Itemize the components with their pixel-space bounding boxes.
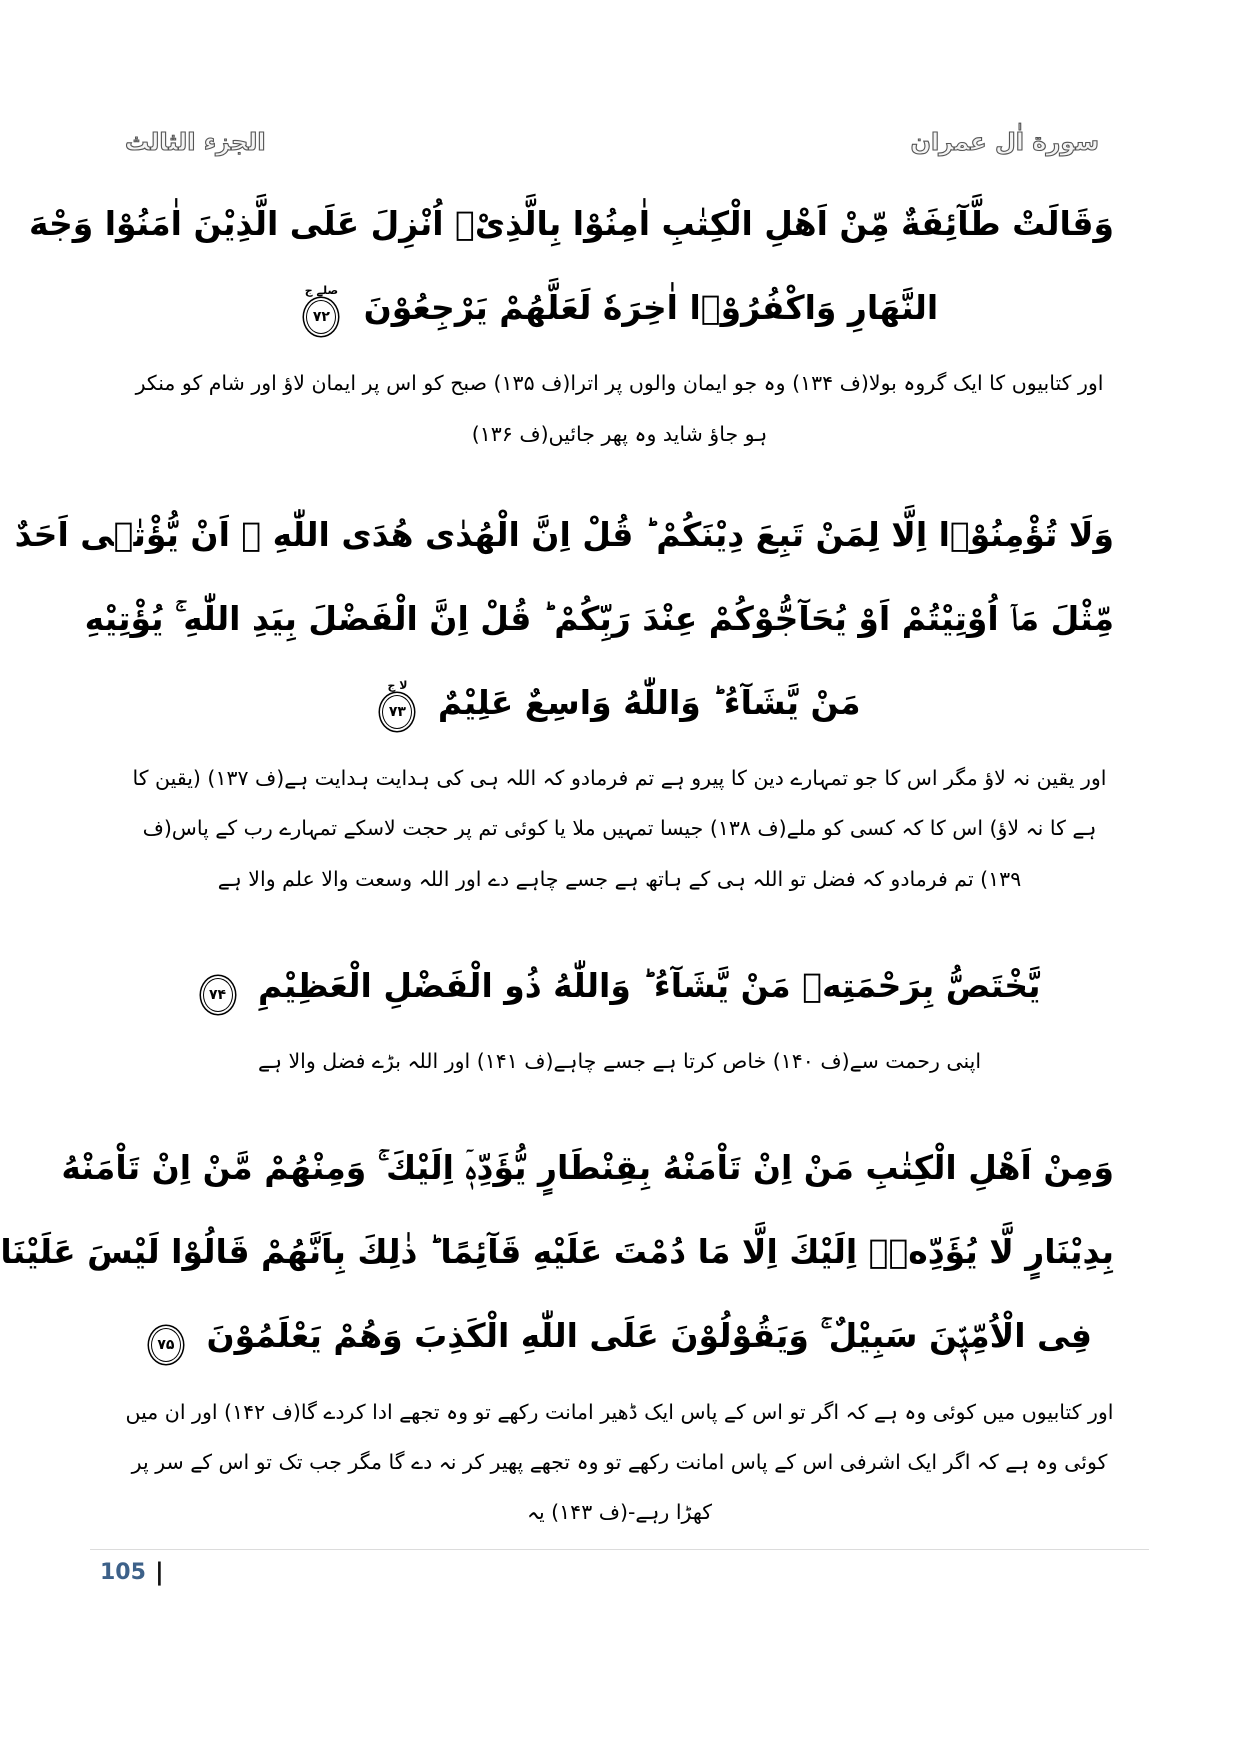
page-number: 105	[100, 1559, 146, 1585]
urdu-translation-72: اور کتابیوں کا ایک گروہ بولا(ف ۱۳۴) وہ جو ایمان والوں پر اترا(ف ۱۳۵) صبح کو اس پر ایمان لاؤ اور شام کو منکر ہو جاؤ شاید وہ پھر جائیں(ف ۱۳۶)	[135, 371, 1104, 446]
ayah-number-medallion	[203, 978, 233, 1012]
page-header	[0, 0, 1239, 156]
verse-text: مَنْ یَّشَآءُ ؕ وَاللّٰهُ وَاسِعٌ عَلِیْمٌ	[437, 683, 861, 722]
urdu-translation-73: اور یقین نہ لاؤ مگر اس کا جو تمہارے دین کا پیرو ہے تم فرمادو کہ اللہ ہی کی ہدایت ہدایت ہے(ف ۱۳۷) (یقین کا ہے کا نہ لاؤ) اس کا کہ کسی کو ملے(ف ۱۳۸) جیسا تمہیں ملا یا کوئی تم پر حجت لاسکے تمہارے رب کے پاس(ف ۱۳۹) تم فرمادو کہ فضل تو اللہ ہی کے ہاتھ ہے جسے چاہے دے اور اللہ وسعت والا علم والا ہے	[132, 766, 1107, 891]
arabic-verse-74	[125, 944, 1114, 1028]
verse-text: وَلَا تُؤْمِنُوْۤا اِلَّا لِمَنْ تَبِعَ دِیْنَكُمْ ؕ قُلْ اِنَّ الْهُدٰی هُدَی اللّٰهِ ۙ اَنْ یُّؤْتٰۤی اَحَدٌ	[14, 514, 1114, 554]
ayah-end-marker	[382, 680, 412, 729]
arabic-verse-line	[125, 1294, 1114, 1378]
ayah-end-marker	[151, 1313, 181, 1362]
surah-title-calligraphy: سورة اٰل عمران	[910, 128, 1099, 156]
ayah-number-medallion	[306, 300, 336, 334]
page-content	[0, 182, 1239, 1537]
ayah-end-marker	[203, 963, 233, 1012]
verse-text: فِی الْاُمِّیّٖنَ سَبِیْلٌ ۚ وَیَقُوْلُوْنَ عَلَی اللّٰهِ الْكَذِبَ وَهُمْ یَعْلَمُوْنَ	[206, 1316, 1093, 1356]
juz-title-calligraphy: الجزء الثالث	[125, 128, 266, 156]
verse-text: النَّهَارِ وَاكْفُرُوْۤا اٰخِرَهٗ لَعَلَّهُمْ یَرْجِعُوْنَ	[363, 288, 939, 328]
arabic-verse-line	[84, 577, 1114, 661]
verse-text: بِدِیْنَارٍ لَّا یُؤَدِّهٖۤ اِلَیْكَ اِلَّا مَا دُمْتَ عَلَیْهِ قَآئِمًا ؕ ذٰلِكَ بِاَنَّهُمْ قَالُوْا لَیْسَ عَلَیْنَا	[0, 1232, 1114, 1272]
page-footer	[100, 1558, 164, 1586]
urdu-translation-75: اور کتابیوں میں کوئی وہ ہے کہ اگر تو اس کے پاس ایک ڈھیر امانت رکھے تو وہ تجھے ادا کردے گا(ف ۱۴۲) اور ان میں کوئی وہ ہے کہ اگر ایک اشرفی اس کے پاس امانت رکھے تو وہ تجھے پھیر کر نہ دے گا مگر جب تک تو اس کے سر پر کھڑا رہے-(ف ۱۴۳) یہ	[125, 1399, 1114, 1525]
arabic-verse-line	[61, 1126, 1114, 1210]
ayah-number: ۷۲	[312, 309, 330, 326]
ayah-number-medallion	[151, 1328, 181, 1362]
arabic-verse-line	[14, 493, 1114, 577]
verse-text: یَّخْتَصُّ بِرَحْمَتِهٖ مَنْ یَّشَآءُ ؕ وَاللّٰهُ ذُو الْفَضْلِ الْعَظِیْمِ	[258, 965, 1041, 1005]
arabic-verse-73	[14, 493, 1114, 745]
arabic-verse-75	[0, 1126, 1114, 1378]
ayah-number: ۷۳	[388, 704, 406, 720]
ayah-number: ۷۵	[157, 1337, 175, 1354]
ayah-number-medallion	[382, 695, 412, 729]
page-number-separator: |	[154, 1558, 164, 1586]
footer-divider	[90, 1549, 1149, 1550]
urdu-translation-74: اپنی رحمت سے(ف ۱۴۰) خاص کرتا ہے جسے چاہے(ف ۱۴۱) اور اللہ بڑے فضل والا ہے	[257, 1048, 982, 1073]
verse-text: وَقَالَتْ طَّآئِفَةٌ مِّنْ اَهْلِ الْكِتٰبِ اٰمِنُوْا بِالَّذِیْۤ اُنْزِلَ عَلَی الَّذِیْنَ اٰمَنُوْا وَجْهَ	[28, 204, 1114, 243]
waqf-marks: لا ج	[387, 679, 408, 692]
arabic-verse-line	[28, 182, 1114, 266]
ayah-number: ۷۴	[208, 986, 227, 1003]
verse-text: مِّثْلَ مَاۤ اُوْتِیْتُمْ اَوْ یُحَآجُّوْكُمْ عِنْدَ رَبِّكُمْ ؕ قُلْ اِنَّ الْفَضْلَ بِیَدِ اللّٰهِ ۚ یُؤْتِیْهِ	[84, 598, 1114, 638]
arabic-verse-line	[0, 1210, 1114, 1294]
ayah-end-marker	[305, 285, 338, 334]
arabic-verse-line	[125, 661, 1114, 745]
arabic-verse-line	[125, 266, 1114, 350]
arabic-verse-line	[125, 944, 1114, 1028]
arabic-verse-72	[28, 182, 1114, 350]
verse-text: وَمِنْ اَهْلِ الْكِتٰبِ مَنْ اِنْ تَاْمَنْهُ بِقِنْطَارٍ یُّؤَدِّهٖۤ اِلَیْكَ ۚ وَمِنْهُمْ مَّنْ اِنْ تَاْمَنْهُ	[61, 1148, 1114, 1188]
waqf-marks: صلے ج	[304, 284, 339, 298]
